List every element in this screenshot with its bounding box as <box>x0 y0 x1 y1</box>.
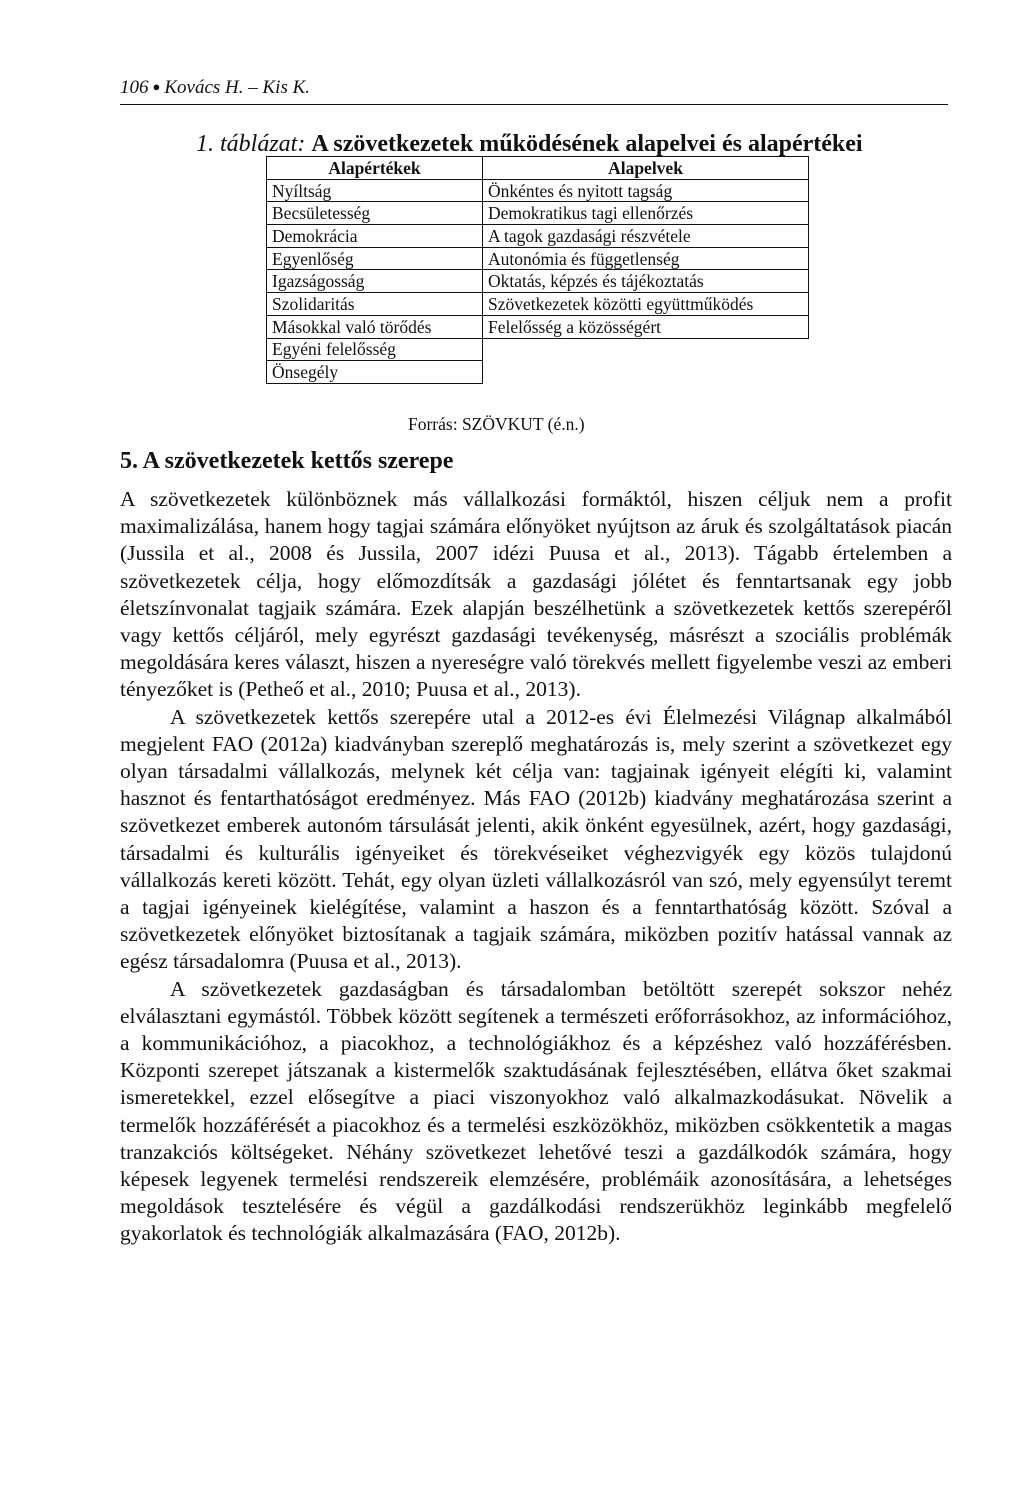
table-header-row <box>267 157 809 180</box>
table-row <box>267 361 809 384</box>
table-cell-value: Egyenlőség <box>267 247 483 270</box>
table-cell-value: Nyíltság <box>267 179 483 202</box>
table-cell-value: Becsületesség <box>267 202 483 225</box>
table-row <box>267 338 809 361</box>
table-row <box>267 315 809 338</box>
section-title: 5. A szövetkezetek kettős szerepe <box>120 448 454 474</box>
bullet-icon: ● <box>152 79 161 94</box>
table-cell-value: Önsegély <box>267 361 483 384</box>
table-cell-value: Egyéni felelősség <box>267 338 483 361</box>
table-cell-principle: Önkéntes és nyitott tagság <box>483 179 809 202</box>
page-number: 106 <box>120 77 149 98</box>
table-row <box>267 179 809 202</box>
page-header <box>120 76 948 105</box>
table-cell-value: Másokkal való törődés <box>267 315 483 338</box>
table-cell-principle: Szövetkezetek közötti együttműködés <box>483 293 809 316</box>
table-source: Forrás: SZÖVKUT (é.n.) <box>408 414 585 434</box>
table-cell-principle: Autonómia és függetlenség <box>483 247 809 270</box>
table-cell-value: Szolidaritás <box>267 293 483 316</box>
table-row <box>267 225 809 248</box>
column-header-principles: Alapelvek <box>483 157 809 180</box>
table-row <box>267 293 809 316</box>
paragraph: A szövetkezetek különböznek más vállalkozási formáktól, hiszen céljuk nem a profit maximalizálása, hanem hogy tagjai számára előnyöket nyújtson az áruk és szolgáltatások piacán (Jussila et al., 2008 és Jussila, 2007 idézi Puusa et al., 2013). Tágabb értelemben a szövetkezetek célja, hogy előmozdítsák a gazdasági jólétet és fenntartsanak egy jobb életszínvonalat tagjaik számára. Ezek alapján beszélhetünk a szövetkezetek kettős szerepéről vagy kettős céljáról, mely egyrészt gazdasági tevékenység, másrészt a szociális problémák megoldására keres választ, hiszen a nyereségre való törekvés mellett figyelembe veszi az emberi tényezőket is (Petheő et al., 2010; Puusa et al., 2013). <box>120 487 952 702</box>
table-row <box>267 270 809 293</box>
table-cell-principle: Felelősség a közösségért <box>483 315 809 338</box>
table-cell-principle: A tagok gazdasági részvétele <box>483 225 809 248</box>
table-cell-value: Demokrácia <box>267 225 483 248</box>
table-cell-principle: Demokratikus tagi ellenőrzés <box>483 202 809 225</box>
paragraph: A szövetkezetek kettős szerepére utal a 2012-es évi Élelmezési Világnap alkalmából megjelent FAO (2012a) kiadványban szereplő meghatározás is, mely szerint a szövetkezet egy olyan társadalmi vállalkozás, melynek két célja van: tagjainak igényeit elégíti ki, valamint hasznot és fentarthatóságot eredményez. Más FAO (2012b) kiadvány meghatározása szerint a szövetkezet emberek autonóm társulását jelenti, akik önként egyesülnek, azért, hogy gazdasági, társadalmi és kulturális igényeiket és törekvéseiket véghezvigyék egy közös tulajdonú vállalkozás kereti között. Tehát, egy olyan üzleti vállalkozásról van szó, mely egyensúlyt teremt a tagjai igényeinek kielégítése, valamint a haszon és a fenntarthatóság között. Szóval a szövetkezetek előnyöket biztosítanak a tagjaik számára, miközben pozitív hatással vannak az egész társadalomra (Puusa et al., 2013). <box>120 704 952 974</box>
table-cell-empty <box>483 361 809 384</box>
table-caption-label: 1. táblázat: <box>196 131 306 157</box>
paragraph: A szövetkezetek gazdaságban és társadalomban betöltött szerepét sokszor nehéz elválasztani egymástól. Többek között segítenek a természeti erőforrásokhoz, az információhoz, a kommunikációhoz, a piacokhoz, a technológiákhoz és a képzéshez való hozzáférésben. Központi szerepet játszanak a kistermelők szaktudásának fejlesztésében, ellátva őket szakmai ismeretekkel, ezzel elősegítve a piaci viszonyokhoz való alkalmazkodásukat. Növelik a termelők hozzáférését a piacokhoz és a termelési eszközökhöz, miközben csökkentetik a magas tranzakciós költségeket. Néhány szövetkezet lehetővé teszi a gazdálkodók számára, hogy képesek legyenek termelési rendszereik elemzésére, problémáik azonosítására, a lehetséges megoldások tesztelésére és végül a gazdálkodási rendszerükhöz leginkább megfelelő gyakorlatok és technológiák alkalmazására (FAO, 2012b). <box>120 976 952 1246</box>
table-cell-value: Igazságosság <box>267 270 483 293</box>
table-caption <box>196 130 956 158</box>
table-row <box>267 247 809 270</box>
table-cell-empty <box>483 338 809 361</box>
table-cell-principle: Oktatás, képzés és tájékoztatás <box>483 270 809 293</box>
table-row <box>267 202 809 225</box>
authors: Kovács H. – Kis K. <box>164 77 311 98</box>
body-text <box>120 486 952 1248</box>
table-caption-text: A szövetkezetek működésének alapelvei és alapértékei <box>311 131 863 157</box>
column-header-values: Alapértékek <box>267 157 483 180</box>
values-principles-table <box>266 156 809 384</box>
